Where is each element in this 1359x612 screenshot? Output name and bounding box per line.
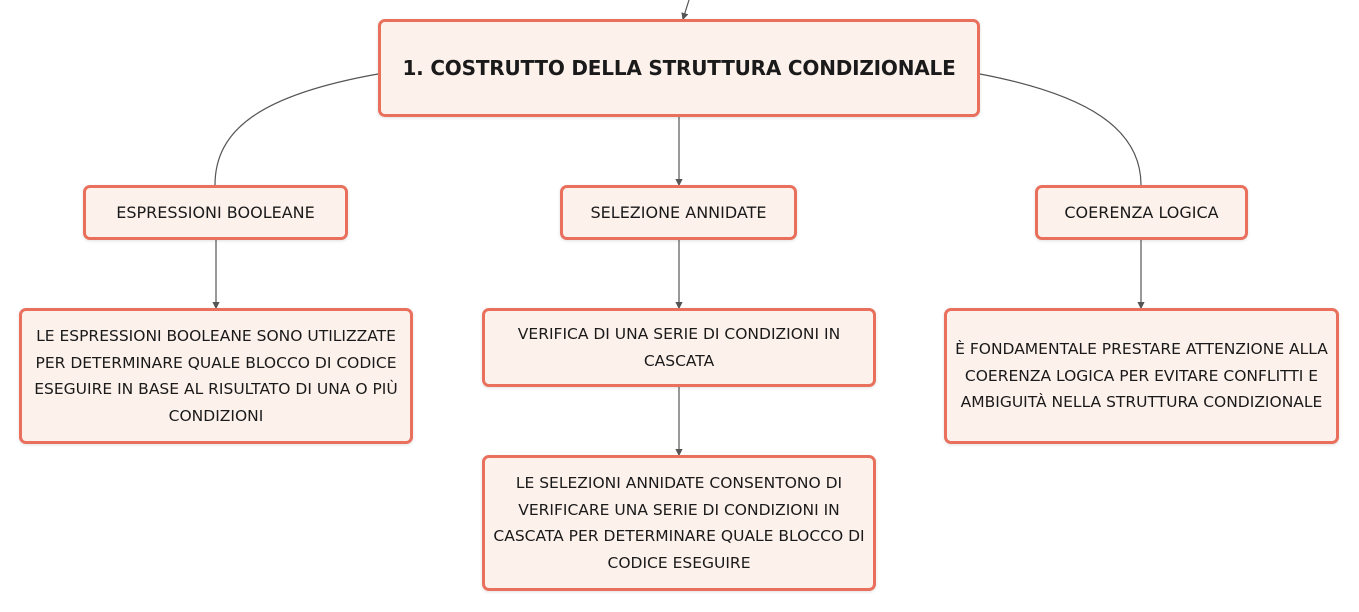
root-topic-label: 1. COSTRUTTO DELLA STRUTTURA CONDIZIONALE (402, 56, 956, 80)
subtopic-selezioni-annidate-detail[interactable] (482, 455, 876, 591)
subtopic-label: LE ESPRESSIONI BOOLEANE SONO UTILIZZATE PER DETERMINARE QUALE BLOCCO DI CODICE ESEGUIRE IN BASE AL RISULTATO DI UNA O PIÙ CONDIZIONI (34, 327, 398, 425)
topic-coerenza-logica[interactable] (1035, 185, 1248, 240)
subtopic-verifica-cascata[interactable] (482, 308, 876, 387)
connector-root-to-espressioni (215, 74, 378, 185)
topic-label: ESPRESSIONI BOOLEANE (116, 203, 315, 222)
subtopic-label: È FONDAMENTALE PRESTARE ATTENZIONE ALLA COERENZA LOGICA PER EVITARE CONFLITTI E AMBIGUITÀ NELLA STRUTTURA CONDIZIONALE (955, 340, 1328, 412)
subtopic-espressioni-detail[interactable] (19, 308, 413, 444)
topic-espressioni-booleane[interactable] (83, 185, 348, 240)
topic-label: SELEZIONE ANNIDATE (590, 203, 767, 222)
connector-root-to-coerenza (980, 74, 1141, 185)
subtopic-label: VERIFICA DI UNA SERIE DI CONDIZIONI IN CASCATA (517, 325, 841, 370)
topic-label: COERENZA LOGICA (1064, 203, 1219, 222)
connector-parent-to-root (683, 0, 689, 19)
topic-selezione-annidate[interactable] (560, 185, 797, 240)
subtopic-coerenza-detail[interactable] (944, 308, 1339, 444)
subtopic-label: LE SELEZIONI ANNIDATE CONSENTONO DI VERIFICARE UNA SERIE DI CONDIZIONI IN CASCATA PER DETERMINARE QUALE BLOCCO DI CODICE ESEGUIRE (493, 474, 865, 572)
root-topic[interactable] (378, 19, 980, 117)
